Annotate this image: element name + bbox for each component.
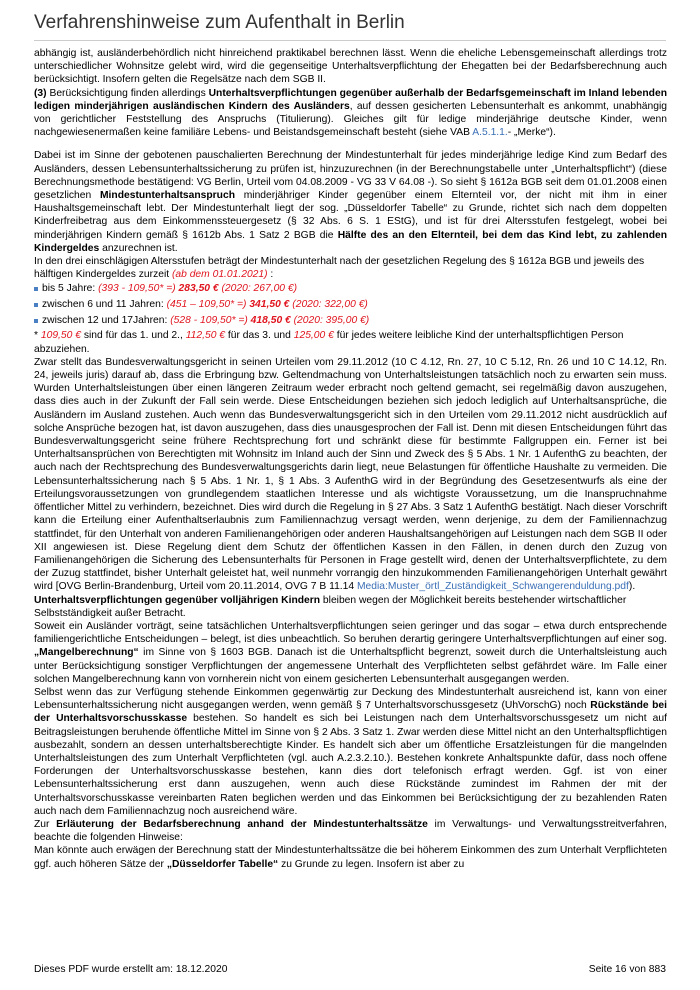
emphasis: Rückstände bei der Unterhaltsvorschusskasse — [34, 700, 667, 725]
page-title: Verfahrenshinweise zum Aufenthalt in Berlin — [34, 12, 405, 33]
paragraph: Selbst wenn das zur Verfügung stehende Einkommen gegenwärtig zur Deckung des Mindestunterhalt ausreichend ist, kann von einer Lebensunterhaltssicherung nicht ausgegangen werden, wenn gemäß § 7 Unterhaltsvorschussgesetz (UhVorschG) noch Rückstände bei der Unterhaltsvorschusskasse bestehen. So handelt es sich bei Leistungen nach dem Unterhaltsvorschussgesetz um nicht auf Beitragsleistungen beruhende öffentliche Mittel im Sinne von § 2 Abs. 3 Satz 1. Zwar werden diese Mittel nicht an den Unterhaltspflichtigen ausbezahlt, sondern an dessen unterhaltsberechtigte Kinder. Es handelt sich aber um öffentliche Ersatzleistungen für die mangelnden Unterhaltsleistungen des zum Unterhalt Verpflichteten (vgl. auch A.2.3.2.10.). Bestehen konkrete Anhaltspunkte dafür, dass noch offene Forderungen der Unterhaltsvorschusskasse bestehen, kann dies dort telefonisch erfragt werden. Ggf. ist von einer Lebensunterhaltssicherung erst dann auszugehen, wenn auch diese Rückstände zumindest im Rahmen der mit der Unterhaltsvorschusskasse vereinbarten Raten beglichen werden und das Einkommen bei Berücksichtigung der zu bezahlenden Raten auch nach dem Familiennachzug noch ausreichend wäre. — [34, 686, 667, 817]
emphasis: Erläuterung der Bedarfsberechnung anhand der Mindestunterhaltssätze — [56, 818, 428, 830]
paragraph: In den drei einschlägigen Altersstufen beträgt der Mindestunterhalt nach der gesetzlichen Regelung des § 1612a BGB und jeweils des hälftigen Kindergeldes zurzeit (ab dem 01.01.2021) : — [34, 256, 645, 281]
page-number: Seite 16 von 883 — [588, 964, 666, 975]
bullet-icon — [34, 319, 38, 323]
paragraph: Dabei ist im Sinne der gebotenen pauschalierten Berechnung der Mindestunterhalt für jedes minderjährige ledige Kind zum Bedarf des Ausländers, dessen Lebensunterhaltssicherung zu prüfen ist, hinzuzurechnen (in der Berechnungstabelle unter „Unterhaltspflicht“) (diese Berechnungsmethode bestätigend: VG Berlin, Urteil vom 04.08.2009 - VG 33 V 64.08 -). So sieht § 1612a BGB seit dem 01.01.2008 einen gesetzlichen Mindestunterhaltsanspruch minderjähriger Kinder gegenüber einem Elternteil vor, der nicht mit ihm in einer Haushaltsgemeinschaft lebt. Der Mindestunterhalt liegt der sog. „Düsseldorfer Tabelle“ zu Grunde, richtet sich nach dem doppelten Kinderfreibetrag aus dem Einkommenssteuergesetz (§ 32 Abs. 6 S. 1 EStG), und ist für drei Altersstufen festgelegt, wobei bei minderjährigen Kindern gemäß § 1612b Abs. 1 Satz 2 BGB die Hälfte des an den Elternteil, bei dem das Kind lebt, zu zahlenden Kindergeldes anzurechnen ist. — [34, 150, 667, 254]
paragraph: Zwar stellt das Bundesverwaltungsgericht in seinen Urteilen vom 29.11.2012 (10 C 4.12, Rn. 27, 10 C 5.12, Rn. 26 und 10 C 14.12, Rn. 24, jeweils juris) darauf ab, dass die Erbringung bzw. Geltendmachung von Unterhaltsleistungen tatsächlich noch zu erwarten sein muss. Wurden Unterhaltsleistungen über einen längeren Zeitraum weder erbracht noch geltend gemacht, sei regelmäßig davon auszugehen, dass dies auch in der Zukunft der Fall sein werde. Diese Entscheidungen beziehen sich jedoch lediglich auf Unterhaltsansprüche, die Ausländern im Ausland zustehen. Auch wenn das Bundesverwaltungsgericht sich in den Urteilen vom 29.11.2012 nicht ausdrücklich auf solche Ansprüche bezogen hat, ist davon auszugehen, dass dies unausgesprochen der Fall ist. Denn mit diesen Entscheidungen führt das Bundesverwaltungsgericht seine frühere Rechtsprechung fort und schränkt diese für bestimmte Fallgruppen ein. Ferner ist bei Unterhaltsansprüchen von Berechtigten mit Wohnsitz im Inland auch der Sinn und Zweck des § 5 Abs. 1 Nr. 1 AufenthG zu beachten, der auch nach der Rechtsprechung des Bundesverwaltungsgerichts darin liegt, neue Belastungen für öffentliche Haushalte zu vermeiden. Die Lebensunterhaltssicherung nach § 5 Abs. 1 Nr. 1, § 1 Abs. 3 AufenthG wird in der Begründung des Gesetzesentwurfs als eine der Erteilungsvoraussetzungen von grundlegendem staatlichen Interesse und als wichtigste Voraussetzung, um die Inanspruchnahme öffentlicher Mittel zu verhindern, bezeichnet. Dies wird durch die Regelung in § 27 Abs. 3 Satz 1 AufenthG bestätigt. Nach dieser Vorschrift kann die Erteilung einer Aufenthaltserlaubnis zum Familiennachzug versagt werden, wenn derjenige, zu dem der Familiennachzug stattfindet, für den Unterhalt von anderen Familienangehörigen oder anderen Haushaltsangehörigen auf Leistungen nach dem SGB II oder XII angewiesen ist. Diese Regelung dient dem Schutz der öffentlichen Kassen in den Fällen, in denen durch den Zuzug von Familienangehörigen die Sicherung des Lebensunterhalts für Personen in Frage gestellt wird, denen der Unterhaltsverpflichtete, zu dem der Zuzug stattfindet, bisher Unterhalt geleistet hat, weil nunmehr vorrangig den hinzukommenden Familienangehörigen Unterhalt gewährt wird [OVG Berlin-Brandenburg, Urteil vom 20.11.2014, OVG 7 B 11.14 Media:Muster_örtl_Zuständigkeit_Schwangerenduldung.pdf). — [34, 356, 667, 593]
paragraph: Zur Erläuterung der Bedarfsberechnung anhand der Mindestunterhaltssätze im Verwaltungs- und Verwaltungsstreitverfahren, beachte die folgenden Hinweise: — [34, 818, 667, 844]
list-item: zwischen 12 und 17Jahren: (528 - 109,50* =) 418,50 € (2020: 395,00 €) — [34, 313, 667, 329]
document-body — [34, 47, 667, 960]
creation-date: Dieses PDF wurde erstellt am: 18.12.2020 — [34, 964, 228, 975]
media-link[interactable]: Media:Muster_örtl_Zuständigkeit_Schwangerenduldung.pdf — [356, 581, 629, 593]
age-bracket-list — [34, 281, 667, 329]
paragraph: (3) Berücksichtigung finden allerdings Unterhaltsverpflichtungen gegenüber außerhalb der Bedarfsgemeinschaft im Inland lebenden ledigen minderjährigen ausländischen Kindern des Ausländers, auf dessen gesicherten Lebensunterhalt es ankommt, unabhängig von gerichtlicher Feststellung des Anspruchs (Titulierung). Gleiches gilt für ledige minderjährige deutsche Kinder, wenn nachgewiesenermaßen keine familiäre Lebens- und Beistandsgemeinschaft besteht (siehe VAB A.5.1.1.- „Merke“). — [34, 87, 667, 139]
reference-link[interactable]: A.5.1.1. — [472, 127, 508, 139]
page-header — [34, 10, 666, 41]
paragraph: abhängig ist, ausländerbehördlich nicht hinreichend praktikabel berechnen lässt. Wenn die eheliche Lebensgemeinschaft allerdings trotz unterschiedlicher Wohnsitze gelebt wird, wird die gegenseitige Unterhaltsverpflichtung der Ehegatten bei der Bedarfsberechnung auch berücksichtigt. Insofern gelten die Regelsätze nach dem SGB II. — [34, 48, 667, 86]
list-item: bis 5 Jahre: (393 - 109,50* =) 283,50 € (2020: 267,00 €) — [34, 281, 667, 297]
page-footer — [34, 962, 666, 978]
emphasis: Unterhaltsverpflichtungen gegenüber außerhalb der Bedarfsgemeinschaft im Inland lebenden ledigen minderjährigen ausländischen Kindern des Ausländers — [34, 87, 667, 112]
paragraph: Man könnte auch erwägen der Berechnung statt der Mindestunterhaltssätze die bei höherem Einkommen des zum Unterhalt Verpflichteten ggf. auch höheren Sätze der „Düsseldorfer Tabelle“ zu Grunde zu legen. Insofern ist aber zu — [34, 845, 667, 870]
list-item: zwischen 6 und 11 Jahren: (451 – 109,50* =) 341,50 € (2020: 322,00 €) — [34, 297, 667, 313]
paragraph: * 109,50 € sind für das 1. und 2., 112,50 € für das 3. und 125,00 € für jedes weitere leibliche Kind der unterhaltspflichtigen Person abzuziehen. — [34, 330, 624, 355]
emphasis: Mindestunterhaltsanspruch — [99, 190, 235, 202]
bullet-icon — [34, 303, 38, 307]
emphasis: Hälfte des an den Elternteil, bei dem das Kind lebt, zu zahlenden Kindergeldes — [34, 229, 667, 254]
paragraph-number: (3) — [34, 87, 47, 99]
emphasis: „Mangelberechnung“ — [34, 647, 139, 659]
emphasis: Unterhaltsverpflichtungen gegenüber volljährigen Kindern — [34, 594, 321, 606]
paragraph: Soweit ein Ausländer vorträgt, seine tatsächlichen Unterhaltsverpflichtungen seien geringer und das sogar – etwa durch entsprechende familiengerichtliche Entscheidungen – belegt, ist dies unbeachtlich. So beruhen derartig geringere Unterhaltsverpflichtungen auf einer sog. „Mangelberechnung“ im Sinne von § 1603 BGB. Danach ist die Unterhaltspflicht begrenzt, soweit durch die Unterhaltsleistung auch unter Berücksichtigung sonstiger Verpflichtungen der angemessene Unterhalt des Verpflichteten selbst gefährdet wäre. Im Falle einer solchen Mangelberechnung kann von vornherein nicht von einem gesicherten Lebensunterhalt ausgegangen werden. — [34, 620, 667, 685]
bullet-icon — [34, 287, 38, 291]
paragraph: Unterhaltsverpflichtungen gegenüber volljährigen Kindern bleiben wegen der Möglichkeit bereits bestehender wirtschaftlicher Selbstständigkeit außer Betracht. — [34, 594, 627, 619]
date-note: (ab dem 01.01.2021) — [171, 269, 268, 281]
emphasis: „Düsseldorfer Tabelle“ — [166, 858, 279, 870]
